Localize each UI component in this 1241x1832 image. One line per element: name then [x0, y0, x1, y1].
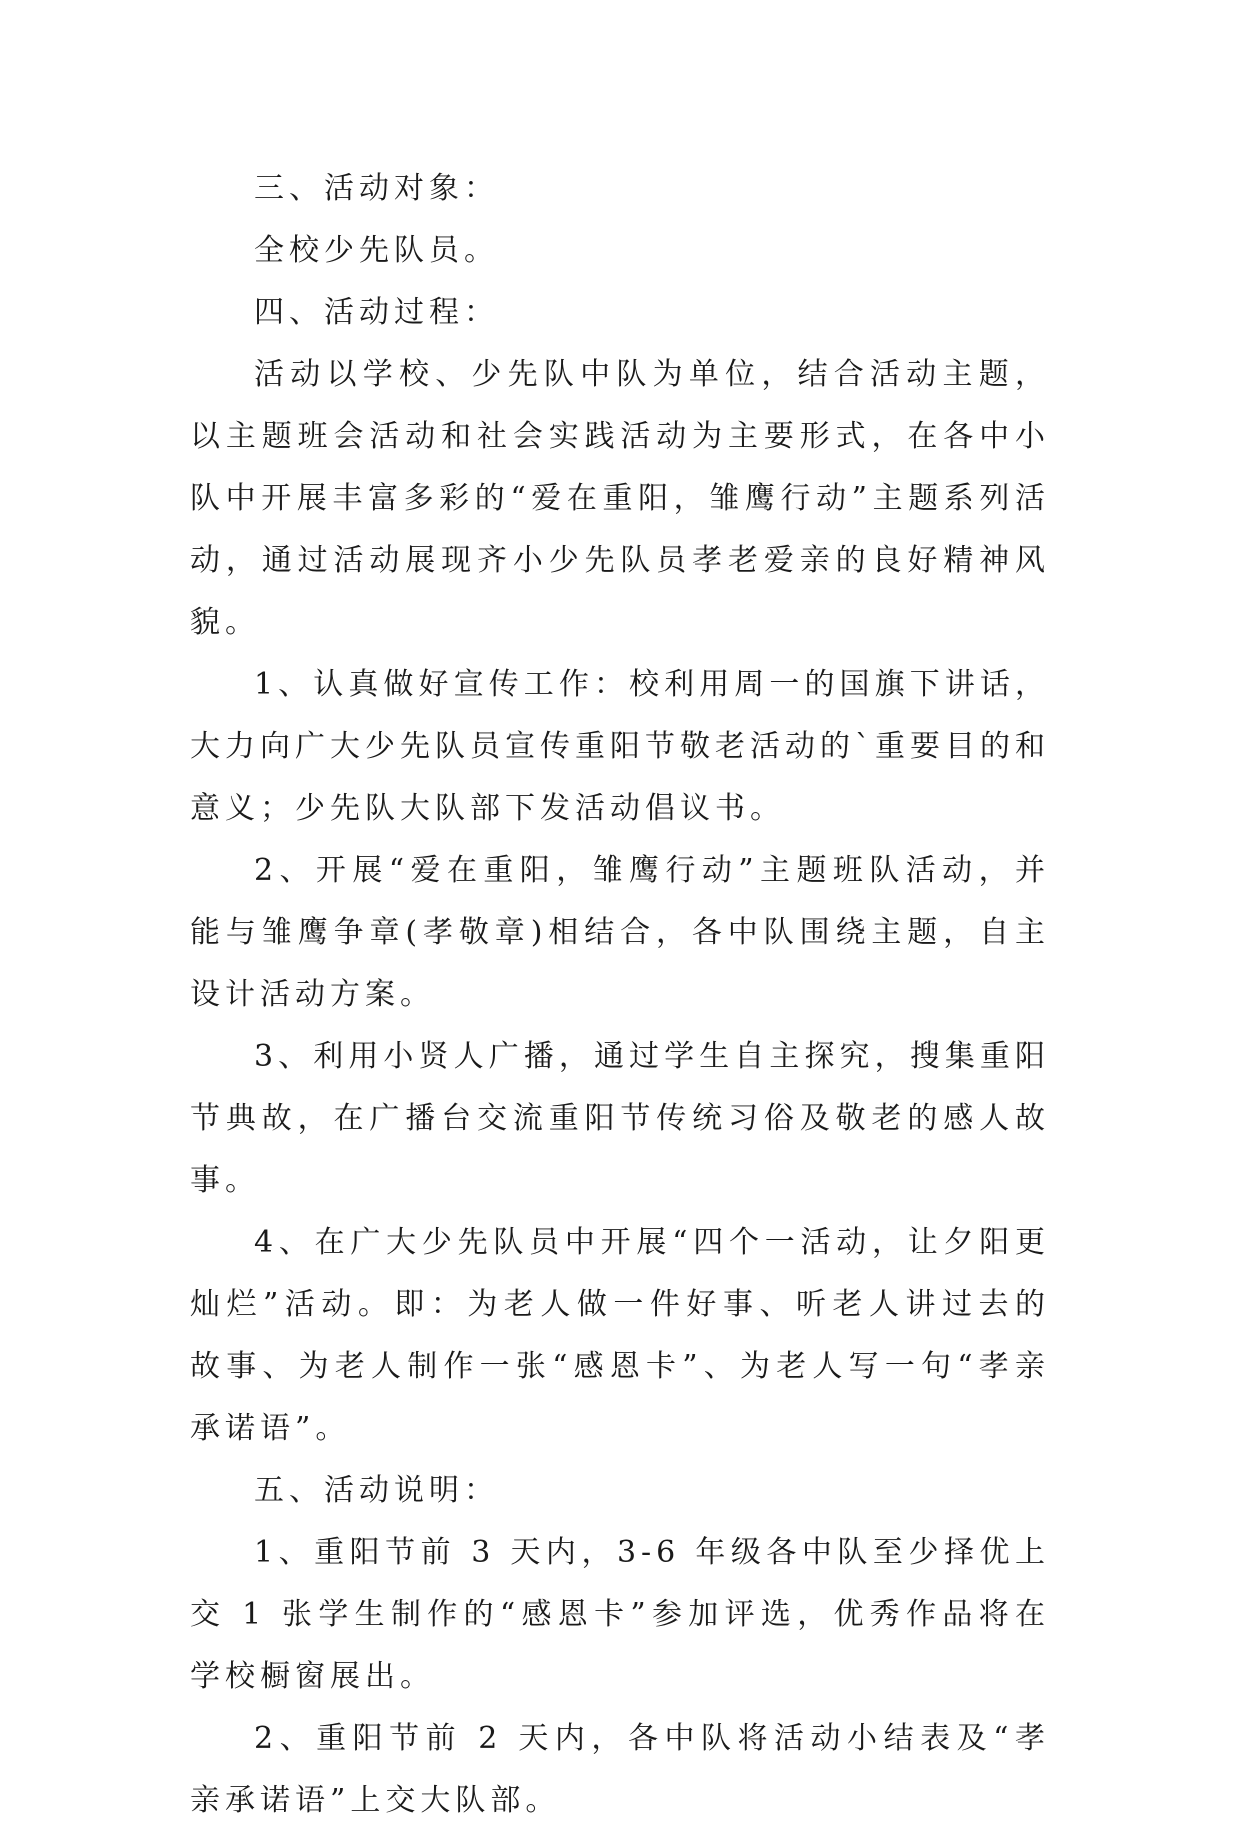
paragraph-notes-item-1: 1、重阳节前 3 天内，3-6 年级各中队至少择优上交 1 张学生制作的“感恩卡”参加评选，优秀作品将在学校橱窗展出。	[190, 1535, 1050, 1694]
section-heading-targets: 三、活动对象：	[254, 171, 499, 206]
paragraph-process-item-1: 1、认真做好宣传工作：校利用周一的国旗下讲话，大力向广大少先队员宣传重阳节敬老活动的`重要目的和意义；少先队大队部下发活动倡议书。	[190, 667, 1050, 826]
paragraph-process-item-3: 3、利用小贤人广播，通过学生自主探究，搜集重阳节典故，在广播台交流重阳节传统习俗及敬老的感人故事。	[190, 1039, 1050, 1198]
paragraph-targets: 全校少先队员。	[254, 233, 499, 268]
section-heading-process: 四、活动过程：	[254, 295, 499, 330]
paragraph-notes-item-2: 2、重阳节前 2 天内，各中队将活动小结表及“孝亲承诺语”上交大队部。	[190, 1721, 1050, 1818]
paragraph-process-item-4: 4、在广大少先队员中开展“四个一活动，让夕阳更灿烂”活动。即：为老人做一件好事、听老人讲过去的故事、为老人制作一张“感恩卡”、为老人写一句“孝亲承诺语”。	[190, 1225, 1050, 1446]
document-body	[190, 158, 1050, 1832]
paragraph-process-intro: 活动以学校、少先队中队为单位，结合活动主题，以主题班会活动和社会实践活动为主要形式，在各中小队中开展丰富多彩的“爱在重阳，雏鹰行动”主题系列活动，通过活动展现齐小少先队员孝老爱亲的良好精神风貌。	[190, 357, 1050, 640]
section-heading-notes: 五、活动说明：	[254, 1473, 499, 1508]
paragraph-process-item-2: 2、开展“爱在重阳，雏鹰行动”主题班队活动，并能与雏鹰争章(孝敬章)相结合，各中队围绕主题，自主设计活动方案。	[190, 853, 1050, 1012]
